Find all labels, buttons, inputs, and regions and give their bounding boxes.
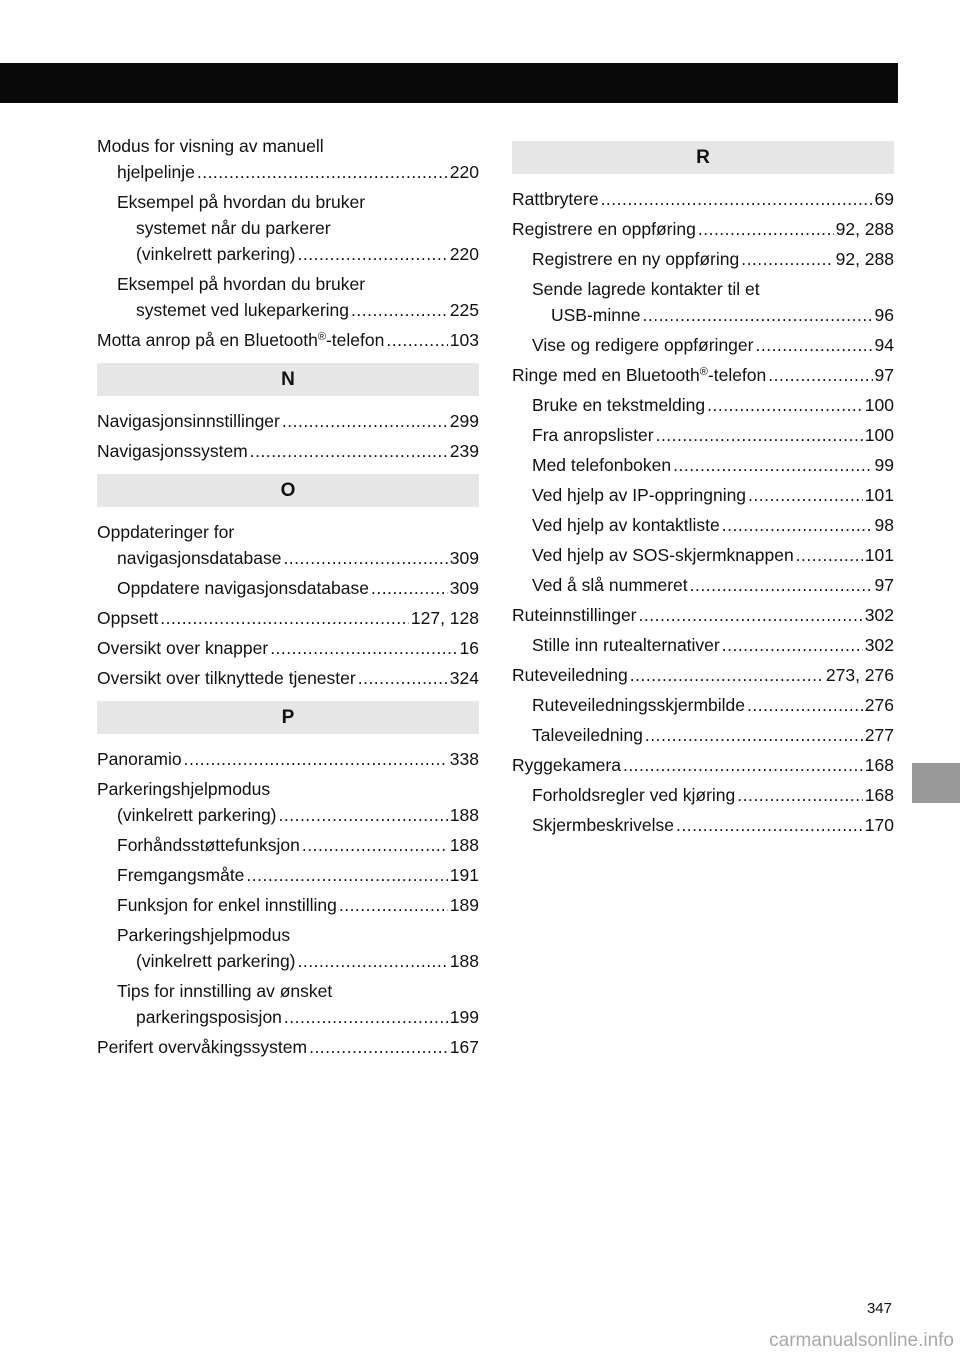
page-reference: 299 <box>449 411 479 431</box>
index-subentry <box>512 246 894 272</box>
index-entry <box>512 752 894 778</box>
entry-label <box>532 332 753 358</box>
dot-leader <box>298 241 448 267</box>
index-subentry <box>512 692 894 718</box>
index-subentry <box>512 482 894 508</box>
entry-label-text: Fra anropslister <box>532 425 654 445</box>
page-reference: 188 <box>449 835 479 855</box>
page-reference: 188 <box>449 951 479 971</box>
entry-last-line <box>117 892 479 918</box>
index-subentry <box>512 542 894 568</box>
entry-last-line <box>97 408 479 434</box>
index-entry <box>97 519 479 571</box>
entry-label-line: Sende lagrede kontakter til et <box>532 279 760 299</box>
entry-last-line <box>532 422 894 448</box>
dot-leader <box>676 812 863 838</box>
entry-label <box>117 832 300 858</box>
page-reference: 98 <box>874 515 894 535</box>
dot-leader <box>748 482 863 508</box>
page-reference: 324 <box>449 668 479 688</box>
index-subentry <box>512 812 894 838</box>
entry-label <box>97 746 182 772</box>
entry-label <box>136 297 349 323</box>
dot-leader <box>282 408 448 434</box>
entry-label <box>117 159 195 185</box>
entry-label <box>532 722 643 748</box>
entry-label-text: Taleveiledning <box>532 725 643 745</box>
page-reference: 168 <box>864 785 894 805</box>
index-entry <box>97 1034 479 1060</box>
entry-label <box>532 572 688 598</box>
page-reference: 94 <box>874 335 894 355</box>
entry-last-line <box>97 1034 479 1060</box>
entry-last-line <box>117 575 479 601</box>
page-reference: 220 <box>449 244 479 264</box>
index-subentry <box>97 189 479 267</box>
entry-label <box>532 482 746 508</box>
index-entry <box>97 746 479 772</box>
entry-label <box>512 752 621 778</box>
registered-mark: ® <box>317 331 326 343</box>
dot-leader <box>630 662 824 688</box>
dot-leader <box>768 362 872 388</box>
index-subentry <box>97 978 479 1030</box>
page-reference: 69 <box>874 189 894 209</box>
dot-leader <box>722 512 873 538</box>
entry-last-line <box>512 662 894 688</box>
entry-label <box>512 362 766 388</box>
chapter-side-tab <box>912 763 960 803</box>
index-subentry <box>512 422 894 448</box>
entry-last-line <box>97 635 479 661</box>
entry-label <box>512 216 696 242</box>
entry-label-text: Ruteveiledningsskjermbilde <box>532 695 746 715</box>
index-entry <box>97 605 479 631</box>
index-entry <box>97 438 479 464</box>
entry-label <box>97 327 384 353</box>
entry-label-text: (vinkelrett parkering) <box>136 951 296 971</box>
page-reference: 16 <box>459 638 479 658</box>
dot-leader <box>642 302 872 328</box>
page-reference: 92, 288 <box>835 219 894 239</box>
entry-label-line: Parkeringshjelpmodus <box>117 925 291 945</box>
entry-label-text: Ringe med en Bluetooth <box>512 365 700 385</box>
index-entry <box>97 327 479 353</box>
dot-leader <box>358 665 448 691</box>
entry-label <box>512 602 637 628</box>
entry-label-text: Oppdatere navigasjonsdatabase <box>117 578 369 598</box>
index-entry <box>512 186 894 212</box>
entry-last-line <box>532 572 894 598</box>
dot-leader <box>284 1004 448 1030</box>
page-reference: 191 <box>449 865 479 885</box>
entry-label-text: Stille inn rutealternativer <box>532 635 720 655</box>
index-subentry <box>512 572 894 598</box>
index-subentry <box>512 632 894 658</box>
entry-label-text: parkeringsposisjon <box>136 1007 282 1027</box>
entry-label-text: Ved hjelp av kontaktliste <box>532 515 720 535</box>
entry-label-text: Med telefonboken <box>532 455 672 475</box>
entry-label-text: systemet ved lukeparkering <box>136 300 350 320</box>
dot-leader <box>601 186 873 212</box>
entry-last-line <box>532 392 894 418</box>
dot-leader <box>722 632 863 658</box>
entry-label-text: Registrere en ny oppføring <box>532 249 740 269</box>
index-column-right <box>512 141 894 842</box>
entry-last-line <box>97 327 479 353</box>
entry-last-line <box>532 812 894 838</box>
entry-label <box>97 605 158 631</box>
index-subentry <box>97 271 479 323</box>
entry-label-text: Ruteveiledning <box>512 665 628 685</box>
entry-label-text: Funksjon for enkel innstilling <box>117 895 337 915</box>
entry-last-line <box>512 362 894 388</box>
entry-label-line: Modus for visning av manuell <box>97 136 324 156</box>
entry-label-line: Tips for innstilling av ønsket <box>117 981 333 1001</box>
page-reference: 99 <box>874 455 894 475</box>
entry-label <box>97 408 280 434</box>
entry-label <box>532 812 674 838</box>
page-reference: 188 <box>449 805 479 825</box>
entry-label-text: Ved hjelp av IP-oppringning <box>532 485 747 505</box>
dot-leader <box>351 297 448 323</box>
dot-leader <box>639 602 863 628</box>
index-subentry <box>512 392 894 418</box>
entry-label <box>532 782 735 808</box>
entry-last-line <box>532 782 894 808</box>
entry-label-text: Motta anrop på en Bluetooth <box>97 330 318 350</box>
entry-label-text: Navigasjonssystem <box>97 441 248 461</box>
entry-last-line <box>97 159 479 185</box>
section-letter-p: P <box>97 701 479 734</box>
index-entry <box>97 635 479 661</box>
entry-label-text: Vise og redigere oppføringer <box>532 335 754 355</box>
page-reference: 97 <box>874 575 894 595</box>
entry-label <box>117 545 281 571</box>
entry-label <box>117 575 369 601</box>
entry-label-text: Ved å slå nummeret <box>532 575 688 595</box>
page-reference: 127, 128 <box>410 608 479 628</box>
page-reference: 96 <box>874 305 894 325</box>
entry-label <box>532 246 739 272</box>
index-subentry <box>512 276 894 328</box>
entry-label <box>97 635 268 661</box>
entry-label-text: Ruteinnstillinger <box>512 605 637 625</box>
entry-label <box>532 692 745 718</box>
page-reference: 97 <box>874 365 894 385</box>
index-subentry <box>97 575 479 601</box>
entry-last-line <box>117 832 479 858</box>
index-subentry <box>512 722 894 748</box>
index-subentry <box>97 832 479 858</box>
entry-last-line <box>117 241 479 267</box>
entry-last-line <box>532 482 894 508</box>
dot-leader <box>246 862 447 888</box>
page-reference: 100 <box>864 395 894 415</box>
dot-leader <box>673 452 872 478</box>
entry-last-line <box>97 802 479 828</box>
entry-last-line <box>532 512 894 538</box>
entry-label <box>117 802 277 828</box>
entry-label-line: systemet når du parkerer <box>136 218 331 238</box>
index-entry <box>512 662 894 688</box>
entry-label-text: (vinkelrett parkering) <box>136 244 296 264</box>
entry-label <box>532 512 720 538</box>
dot-leader <box>184 746 448 772</box>
index-entry <box>97 776 479 828</box>
entry-label-suffix: -telefon <box>707 365 767 385</box>
entry-last-line <box>532 632 894 658</box>
index-entry <box>512 216 894 242</box>
page-reference: 199 <box>449 1007 479 1027</box>
index-entry <box>97 665 479 691</box>
entry-label <box>97 665 356 691</box>
entry-label <box>97 1034 307 1060</box>
entry-last-line <box>97 545 479 571</box>
dot-leader <box>386 327 447 353</box>
entry-last-line <box>512 216 894 242</box>
dot-leader <box>747 692 863 718</box>
entry-label <box>117 892 337 918</box>
entry-last-line <box>532 692 894 718</box>
page-reference: 103 <box>449 330 479 350</box>
index-subentry <box>512 512 894 538</box>
dot-leader <box>270 635 457 661</box>
index-column-left <box>97 133 479 1064</box>
index-subentry <box>97 922 479 974</box>
entry-last-line <box>117 297 479 323</box>
dot-leader <box>309 1034 448 1060</box>
page-reference: 101 <box>864 545 894 565</box>
watermark: carmanualsonline.info <box>769 1330 954 1351</box>
entry-label-text: Bruke en tekstmelding <box>532 395 706 415</box>
dot-leader <box>737 782 863 808</box>
entry-last-line <box>532 246 894 272</box>
dot-leader <box>707 392 863 418</box>
dot-leader <box>623 752 863 778</box>
dot-leader <box>656 422 863 448</box>
page-reference: 100 <box>864 425 894 445</box>
entry-label <box>117 862 244 888</box>
entry-label-line: Oppdateringer for <box>97 522 235 542</box>
dot-leader <box>698 216 834 242</box>
dot-leader <box>690 572 873 598</box>
entry-label-text: USB-minne <box>551 305 641 325</box>
entry-label-text: navigasjonsdatabase <box>117 548 282 568</box>
entry-last-line <box>512 752 894 778</box>
entry-label-text: Forhåndsstøttefunksjon <box>117 835 300 855</box>
entry-last-line <box>97 665 479 691</box>
dot-leader <box>197 159 448 185</box>
entry-label <box>532 422 654 448</box>
entry-last-line <box>117 862 479 888</box>
entry-last-line <box>532 542 894 568</box>
page-reference: 225 <box>449 300 479 320</box>
index-entry <box>97 408 479 434</box>
entry-label <box>512 662 628 688</box>
registered-mark: ® <box>699 366 708 378</box>
entry-label-line: Eksempel på hvordan du bruker <box>117 192 366 212</box>
entry-last-line <box>117 1004 479 1030</box>
dot-leader <box>796 542 863 568</box>
entry-last-line <box>532 302 894 328</box>
top-header-bar <box>0 63 898 103</box>
entry-label-line: Parkeringshjelpmodus <box>97 779 271 799</box>
dot-leader <box>298 948 448 974</box>
dot-leader <box>283 545 447 571</box>
dot-leader <box>339 892 448 918</box>
dot-leader <box>755 332 872 358</box>
page-reference: 302 <box>864 635 894 655</box>
entry-label-text: Ryggekamera <box>512 755 621 775</box>
entry-label-text: Perifert overvåkingssystem <box>97 1037 308 1057</box>
entry-label <box>551 302 640 328</box>
entry-label-text: Ved hjelp av SOS-skjermknappen <box>532 545 794 565</box>
entry-label-text: Oversikt over tilknyttede tjenester <box>97 668 356 688</box>
page-reference: 167 <box>449 1037 479 1057</box>
page-reference: 309 <box>449 578 479 598</box>
dot-leader <box>279 802 448 828</box>
section-letter-n: N <box>97 363 479 396</box>
section-letter-o: O <box>97 474 479 507</box>
page-reference: 338 <box>449 749 479 769</box>
entry-label <box>532 632 720 658</box>
dot-leader <box>371 575 448 601</box>
entry-last-line <box>97 605 479 631</box>
entry-label <box>136 1004 282 1030</box>
index-entry <box>512 362 894 388</box>
entry-label-text: Oppsett <box>97 608 159 628</box>
index-subentry <box>512 782 894 808</box>
dot-leader <box>250 438 448 464</box>
entry-last-line <box>532 722 894 748</box>
entry-label <box>136 241 296 267</box>
index-subentry <box>97 862 479 888</box>
entry-label-text: Oversikt over knapper <box>97 638 269 658</box>
index-subentry <box>512 452 894 478</box>
entry-label-text: Registrere en oppføring <box>512 219 696 239</box>
entry-label-line: Eksempel på hvordan du bruker <box>117 274 366 294</box>
page-reference: 239 <box>449 441 479 461</box>
entry-label-text: hjelpelinje <box>117 162 195 182</box>
dot-leader <box>741 246 833 272</box>
page-reference: 309 <box>449 548 479 568</box>
page-reference: 168 <box>864 755 894 775</box>
entry-last-line <box>532 332 894 358</box>
section-letter-r: R <box>512 141 894 174</box>
entry-label <box>532 452 671 478</box>
page-number: 347 <box>866 1300 892 1317</box>
entry-last-line <box>512 602 894 628</box>
entry-label-text: Forholdsregler ved kjøring <box>532 785 736 805</box>
page-reference: 92, 288 <box>835 249 894 269</box>
entry-last-line <box>97 746 479 772</box>
page-reference: 277 <box>864 725 894 745</box>
entry-label-suffix: -telefon <box>325 330 385 350</box>
page-reference: 302 <box>864 605 894 625</box>
entry-label-text: Navigasjonsinnstillinger <box>97 411 280 431</box>
page-reference: 273, 276 <box>825 665 894 685</box>
entry-last-line <box>117 948 479 974</box>
entry-last-line <box>97 438 479 464</box>
entry-label-text: (vinkelrett parkering) <box>117 805 277 825</box>
dot-leader <box>302 832 448 858</box>
entry-label <box>532 542 794 568</box>
entry-label-text: Skjermbeskrivelse <box>532 815 674 835</box>
entry-last-line <box>532 452 894 478</box>
index-entry <box>512 602 894 628</box>
entry-label-text: Rattbrytere <box>512 189 599 209</box>
page-reference: 220 <box>449 162 479 182</box>
entry-label <box>532 392 705 418</box>
entry-last-line <box>512 186 894 212</box>
dot-leader <box>160 605 409 631</box>
page-reference: 189 <box>449 895 479 915</box>
entry-label-text: Fremgangsmåte <box>117 865 245 885</box>
dot-leader <box>645 722 863 748</box>
entry-label <box>512 186 599 212</box>
entry-label-text: Panoramio <box>97 749 182 769</box>
index-entry <box>97 133 479 185</box>
index-subentry <box>97 892 479 918</box>
entry-label <box>97 438 248 464</box>
page-reference: 170 <box>864 815 894 835</box>
page-reference: 276 <box>864 695 894 715</box>
index-subentry <box>512 332 894 358</box>
page-reference: 101 <box>864 485 894 505</box>
entry-label <box>136 948 296 974</box>
